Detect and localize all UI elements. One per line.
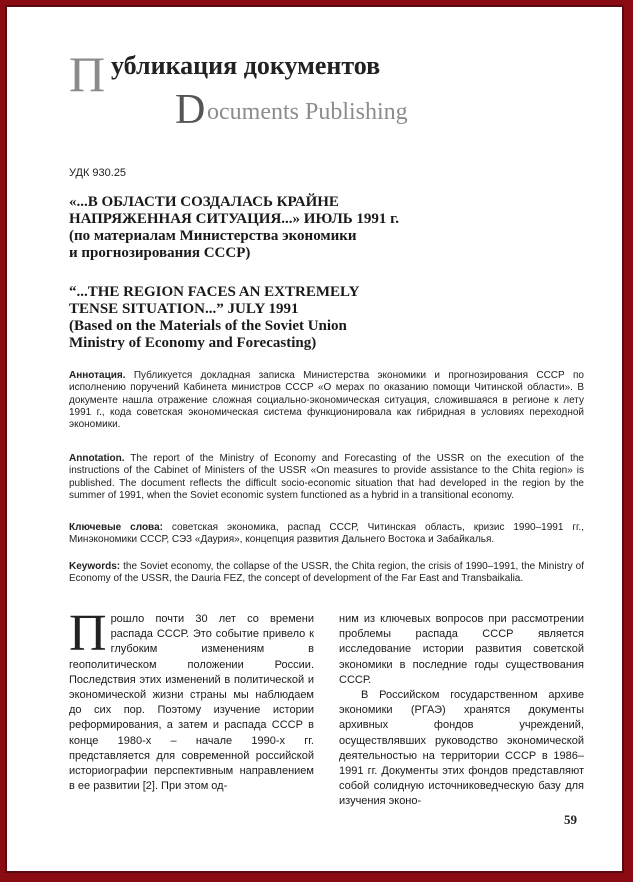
body-right-paragraph-2: В Российском государственном архиве экономики (РГАЭ) хранятся документы архивных фондов учреждений, осуществлявших руководство экономической деятельностью на территории СССР в 1986–1991 гг. Документы этих фондов представляют собой солидную источниковедческую базу для изучения эконо- xyxy=(339,689,584,808)
journal-page xyxy=(5,5,624,873)
masthead-ru-title: убликация документов xyxy=(111,51,381,80)
body-left-text: рошло почти 30 лет со времени распада СССР. Это событие привело к глубоким изменениям в геополитическом положении России. Последствия этих изменений в политической и экономической жизни страны мы наблюдаем до сих пор. Поэтому изучение истории реформирования, а затем и распада СССР в конце 1980-х – начале 1990-х гг. представляется для современной российской историографии перспективным направлением в ее развитии [2]. При этом од- xyxy=(69,613,314,793)
masthead-ru-initial: П xyxy=(69,46,106,102)
title-ru-line: НАПРЯЖЕННАЯ СИТУАЦИЯ...» ИЮЛЬ 1991 г. xyxy=(69,211,400,227)
article-title-en xyxy=(69,284,359,352)
keywords-ru-text: советская экономика, распад СССР, Читинская область, кризис 1990–1991 гг., Минэкономики СССР, СЭЗ «Даурия», концепция развития Дальнего Востока и Забайкалья. xyxy=(69,522,584,546)
title-en-line: (Based on the Materials of the Soviet Union xyxy=(69,318,347,334)
title-ru-line: «...В ОБЛАСТИ СОЗДАЛАСЬ КРАЙНЕ xyxy=(69,194,339,210)
body-column-right xyxy=(339,612,584,810)
abstract-ru xyxy=(69,370,584,431)
keywords-ru-label: Ключевые слова: xyxy=(69,522,163,533)
title-en-line: “...THE REGION FACES AN EXTREMELY xyxy=(69,284,360,300)
abstract-en-label: Annotation. xyxy=(69,453,125,464)
article-title-ru xyxy=(69,194,399,262)
section-masthead xyxy=(69,45,489,135)
title-en-line: Ministry of Economy and Forecasting) xyxy=(69,335,317,351)
keywords-en xyxy=(69,561,584,586)
abstract-en-text: The report of the Ministry of Economy and Forecasting of the USSR on the execution of the instructions of the Cabinet of Ministers of the USSR «On measures to provide assistance to the Chita region» is published. The document reflects the difficult socio-economic situation that had developed in the region by the summer of 1991, when the Soviet economic system functioned as a hybrid in a transitional economy. xyxy=(69,453,584,501)
abstract-ru-label: Аннотация. xyxy=(69,370,126,381)
keywords-en-text: the Soviet economy, the collapse of the USSR, the Chita region, the crisis of 1990–1991, the Ministry of Economy of the USSR, the Dauria FEZ, the concept of development of the Far East and Transbaikalia. xyxy=(69,561,584,585)
keywords-ru xyxy=(69,522,584,547)
body-column-left xyxy=(69,605,314,794)
keywords-en-label: Keywords: xyxy=(69,561,121,572)
udk-code: УДК 930.25 xyxy=(69,167,127,179)
title-ru-line: (по материалам Министерства экономики xyxy=(69,228,357,244)
abstract-ru-text: Публикуется докладная записка Министерства экономики и прогнозирования СССР по исполнению поручений Кабинета министров СССР «О мерах по оказанию помощи Читинской области». В документе нашла отражение сложная социально-экономическая ситуация, сложившаяся в регионе к лету 1991 г., кода советская экономическая система функционировала как гибридная в условиях переходной экономики. xyxy=(69,370,584,431)
title-ru-line: и прогнозирования СССР) xyxy=(69,245,251,261)
body-right-paragraph-1: ним из ключевых вопросов при рассмотрении проблемы распада СССР является исследование истории развития советской экономики в последние годы существования СССР. xyxy=(339,613,584,686)
masthead-en-title: ocuments Publishing xyxy=(207,99,408,125)
drop-cap: П xyxy=(69,605,107,662)
abstract-en xyxy=(69,453,584,502)
masthead-en-initial: D xyxy=(175,87,206,133)
page-number: 59 xyxy=(564,812,577,827)
title-en-line: TENSE SITUATION...” JULY 1991 xyxy=(69,301,299,317)
